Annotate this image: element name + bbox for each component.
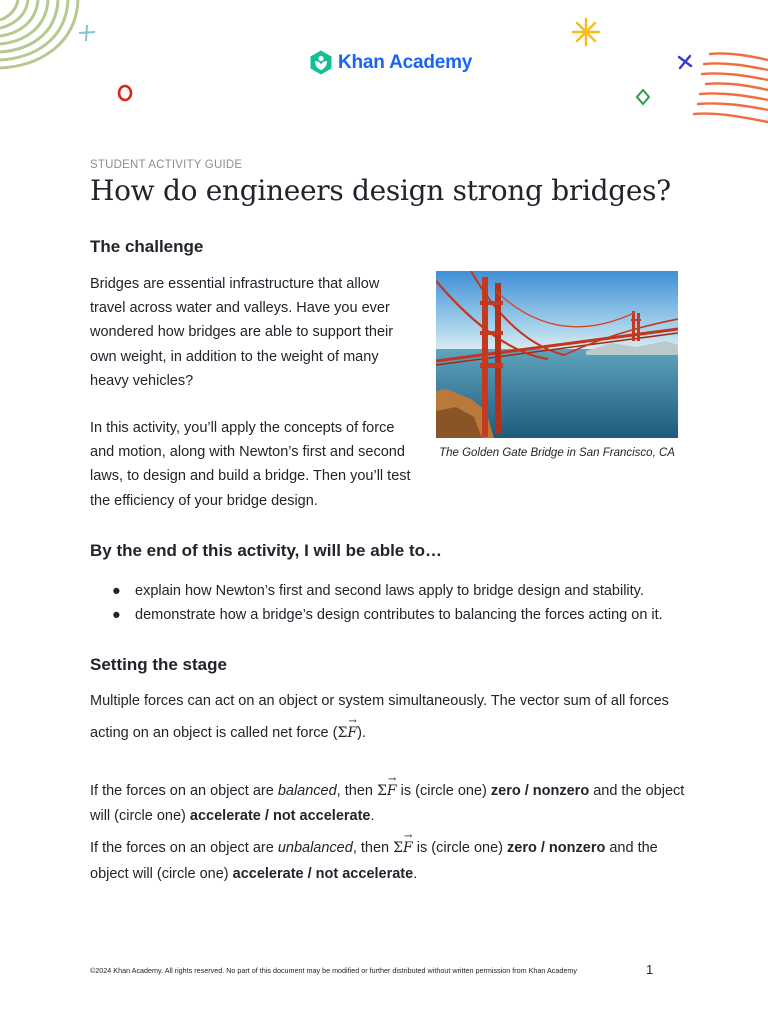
objective-text: explain how Newton’s first and second laws apply to bridge design and stability. bbox=[135, 583, 644, 599]
balanced-statement-line-2: will (circle one) accelerate / not accelerate. bbox=[90, 808, 375, 824]
brand-name: Khan Academy bbox=[338, 51, 473, 73]
challenge-paragraph-1: Bridges are essential infrastructure that allow travel across water and valleys. Have you ever wondered how bridges are able to support their own weight, in addition to the weight of many heavy vehicles? bbox=[90, 276, 394, 389]
bullet: ● bbox=[112, 583, 121, 599]
objectives-list bbox=[112, 579, 663, 627]
orange-stripes-decoration bbox=[690, 50, 768, 130]
teal-plus-decoration bbox=[78, 24, 96, 42]
stage-heading: Setting the stage bbox=[90, 655, 227, 674]
green-diamond-decoration bbox=[634, 88, 652, 106]
unbalanced-choice-zero-nonzero[interactable]: zero / nonzero bbox=[507, 840, 606, 856]
challenge-paragraph-2: In this activity, you’ll apply the concepts of force and motion, along with Newton’s first and second laws, to design and build a bridge. Then you’ll test the efficiency of your bridge design. bbox=[90, 420, 411, 509]
challenge-heading: The challenge bbox=[90, 237, 204, 256]
yellow-star-decoration bbox=[570, 16, 602, 48]
balanced-choice-accelerate[interactable]: accelerate / not accelerate bbox=[189, 808, 371, 824]
balanced-choice-zero-nonzero[interactable]: zero / nonzero bbox=[490, 783, 590, 799]
stage-intro-line-1: Multiple forces can act on an object or system simultaneously. The vector sum of all forces bbox=[90, 693, 669, 709]
document-kicker: STUDENT ACTIVITY GUIDE bbox=[90, 159, 243, 171]
copyright-footer: ©2024 Khan Academy. All rights reserved. No part of this document may be modified or further distributed without written permission from Khan Academy bbox=[90, 966, 577, 975]
balanced-statement-line-1: If the forces on an object are balanced, then ΣF → is (circle one) zero / nonzero and the object bbox=[90, 779, 690, 803]
photo-caption: The Golden Gate Bridge in San Francisco, CA bbox=[439, 447, 675, 459]
red-ring-decoration bbox=[116, 84, 134, 102]
net-force-symbol: F → bbox=[347, 716, 358, 741]
green-spiral-decoration bbox=[0, 0, 84, 72]
net-force-symbol: F → bbox=[403, 831, 413, 856]
page-title: How do engineers design strong bridges? bbox=[90, 174, 671, 207]
unbalanced-choice-accelerate[interactable]: accelerate / not accelerate bbox=[232, 866, 414, 882]
golden-gate-bridge-photo bbox=[436, 271, 678, 438]
khan-academy-hexagon-icon bbox=[310, 50, 332, 75]
unbalanced-statement-line-1: If the forces on an object are unbalanced, then ΣF → is (circle one) zero / nonzero and the bbox=[90, 836, 690, 860]
list-item bbox=[112, 603, 663, 627]
net-force-symbol: F → bbox=[386, 774, 397, 799]
khan-academy-logo bbox=[310, 50, 472, 75]
unbalanced-statement-line-2: object will (circle one) accelerate / not accelerate. bbox=[90, 866, 418, 882]
bullet: ● bbox=[112, 607, 121, 623]
list-item bbox=[112, 579, 663, 603]
page-number: 1 bbox=[646, 962, 654, 977]
objectives-heading: By the end of this activity, I will be able to… bbox=[90, 541, 443, 560]
stage-intro-line-2: acting on an object is called net force (ΣF → ). bbox=[90, 721, 690, 745]
objective-text: demonstrate how a bridge’s design contributes to balancing the forces acting on it. bbox=[135, 607, 663, 623]
